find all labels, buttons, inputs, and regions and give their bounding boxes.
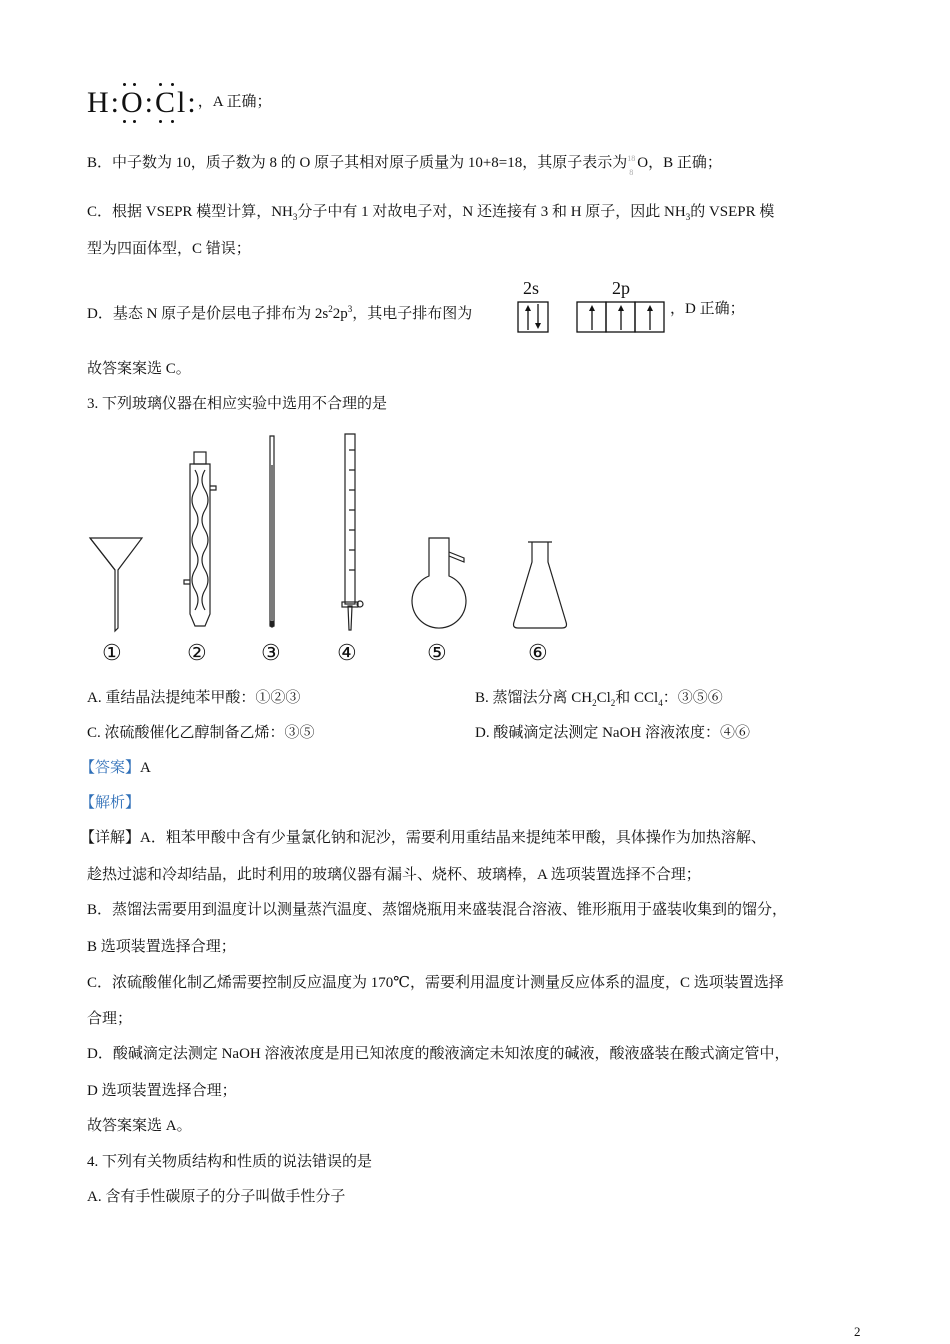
page-number: 2 [854,1324,861,1339]
label-6: ⑥ [528,640,548,665]
question-3-stem: 3. 下列玻璃仪器在相应实验中选用不合理的是 [87,396,388,412]
thermometer-icon [270,436,274,627]
q4-option-a: A. 含有手性碳原子的分子叫做手性分子 [87,1189,346,1205]
detail-line-3: B．蒸馏法需要用到温度计以测量蒸汽温度、蒸馏烧瓶用来盛装混合溶液、锥形瓶用于盛装收集到的馏分， [87,902,788,918]
lewis-formula: H:O:Cl: [87,85,198,119]
q3-option-c: C. 浓硫酸催化乙醇制备乙烯：③⑤ [87,725,315,741]
label-5: ⑤ [427,640,447,665]
isotope-notation: 18 8 [627,153,636,177]
detail-line-6: 合理； [87,1011,133,1027]
label-3: ③ [261,640,281,665]
burette-icon [342,434,363,630]
funnel-icon [90,538,142,631]
conical-flask-icon [514,542,567,628]
lewis-verdict: ，A 正确； [197,94,272,110]
q3-option-a: A. 重结晶法提纯苯甲酸：①②③ [87,690,301,706]
condenser-icon [184,452,216,626]
detail-line-1: 【详解】A．粗苯甲酸中含有少量氯化钠和泥沙，需要利用重结晶来提纯苯甲酸，具体操作为加热溶解、 [80,830,766,846]
q3-option-b: B. 蒸馏法分离 $CH_2Cl_2$和 CCl$_4$：③⑤⑥ [475,690,723,708]
lewis-line [87,80,271,124]
detail-line-4: B 选项装置选择合理； [87,939,236,955]
conclusion: 故答案案选 C。 [87,361,191,377]
lewis-structure-hocl [87,81,198,125]
label-4: ④ [337,640,357,665]
answer-line: 【答案】A [80,760,151,776]
detail-line-7: D．酸碱滴定法测定 NaOH 溶液浓度是用已知浓度的酸液滴定未知浓度的碱液，酸液盛装在酸式滴定管中， [87,1046,790,1062]
conclusion-2: 故答案案选 A。 [87,1118,192,1134]
detail-line-8: D 选项装置选择合理； [87,1083,237,1099]
orbital-diagram: 2s 2p [517,278,697,338]
option-d-explanation: D．基态 N 原子是价层电子排布为 $2s^22p^3$，其电子排布图为 2s 2p ，D 正确； [87,278,472,338]
glassware-figure [80,420,600,635]
option-b-explanation: B．中子数为 10，质子数为 8 的 O 原子其相对原子质量为 10+8=18，其原子表示为 18 8 O，B 正确； [87,153,722,177]
option-c-explanation: C．根据 VSEPR 模型计算，$NH_3$分子中有 1 对故电子对，N 还连接有 3 和 H 原子，因此 $NH_3$的 VSEPR 模 [87,204,775,222]
distillation-flask-icon [412,538,466,628]
option-c-explanation-cont: 型为四面体型，C 错误； [87,241,251,257]
label-1: ① [102,640,122,665]
q3-option-d: D. 酸碱滴定法测定 NaOH 溶液浓度：④⑥ [475,725,750,741]
detail-line-5: C．浓硫酸催化制乙烯需要控制反应温度为 170℃，需要利用温度计测量反应体系的温度，C 选项装置选择 [87,975,784,991]
analysis-tag: 【解析】 [80,795,141,811]
detail-line-2: 趁热过滤和冷却结晶，此时利用的玻璃仪器有漏斗、烧杯、玻璃棒，A 选项装置选择不合理； [87,867,701,883]
label-2: ② [187,640,207,665]
question-4-stem: 4. 下列有关物质结构和性质的说法错误的是 [87,1154,373,1170]
